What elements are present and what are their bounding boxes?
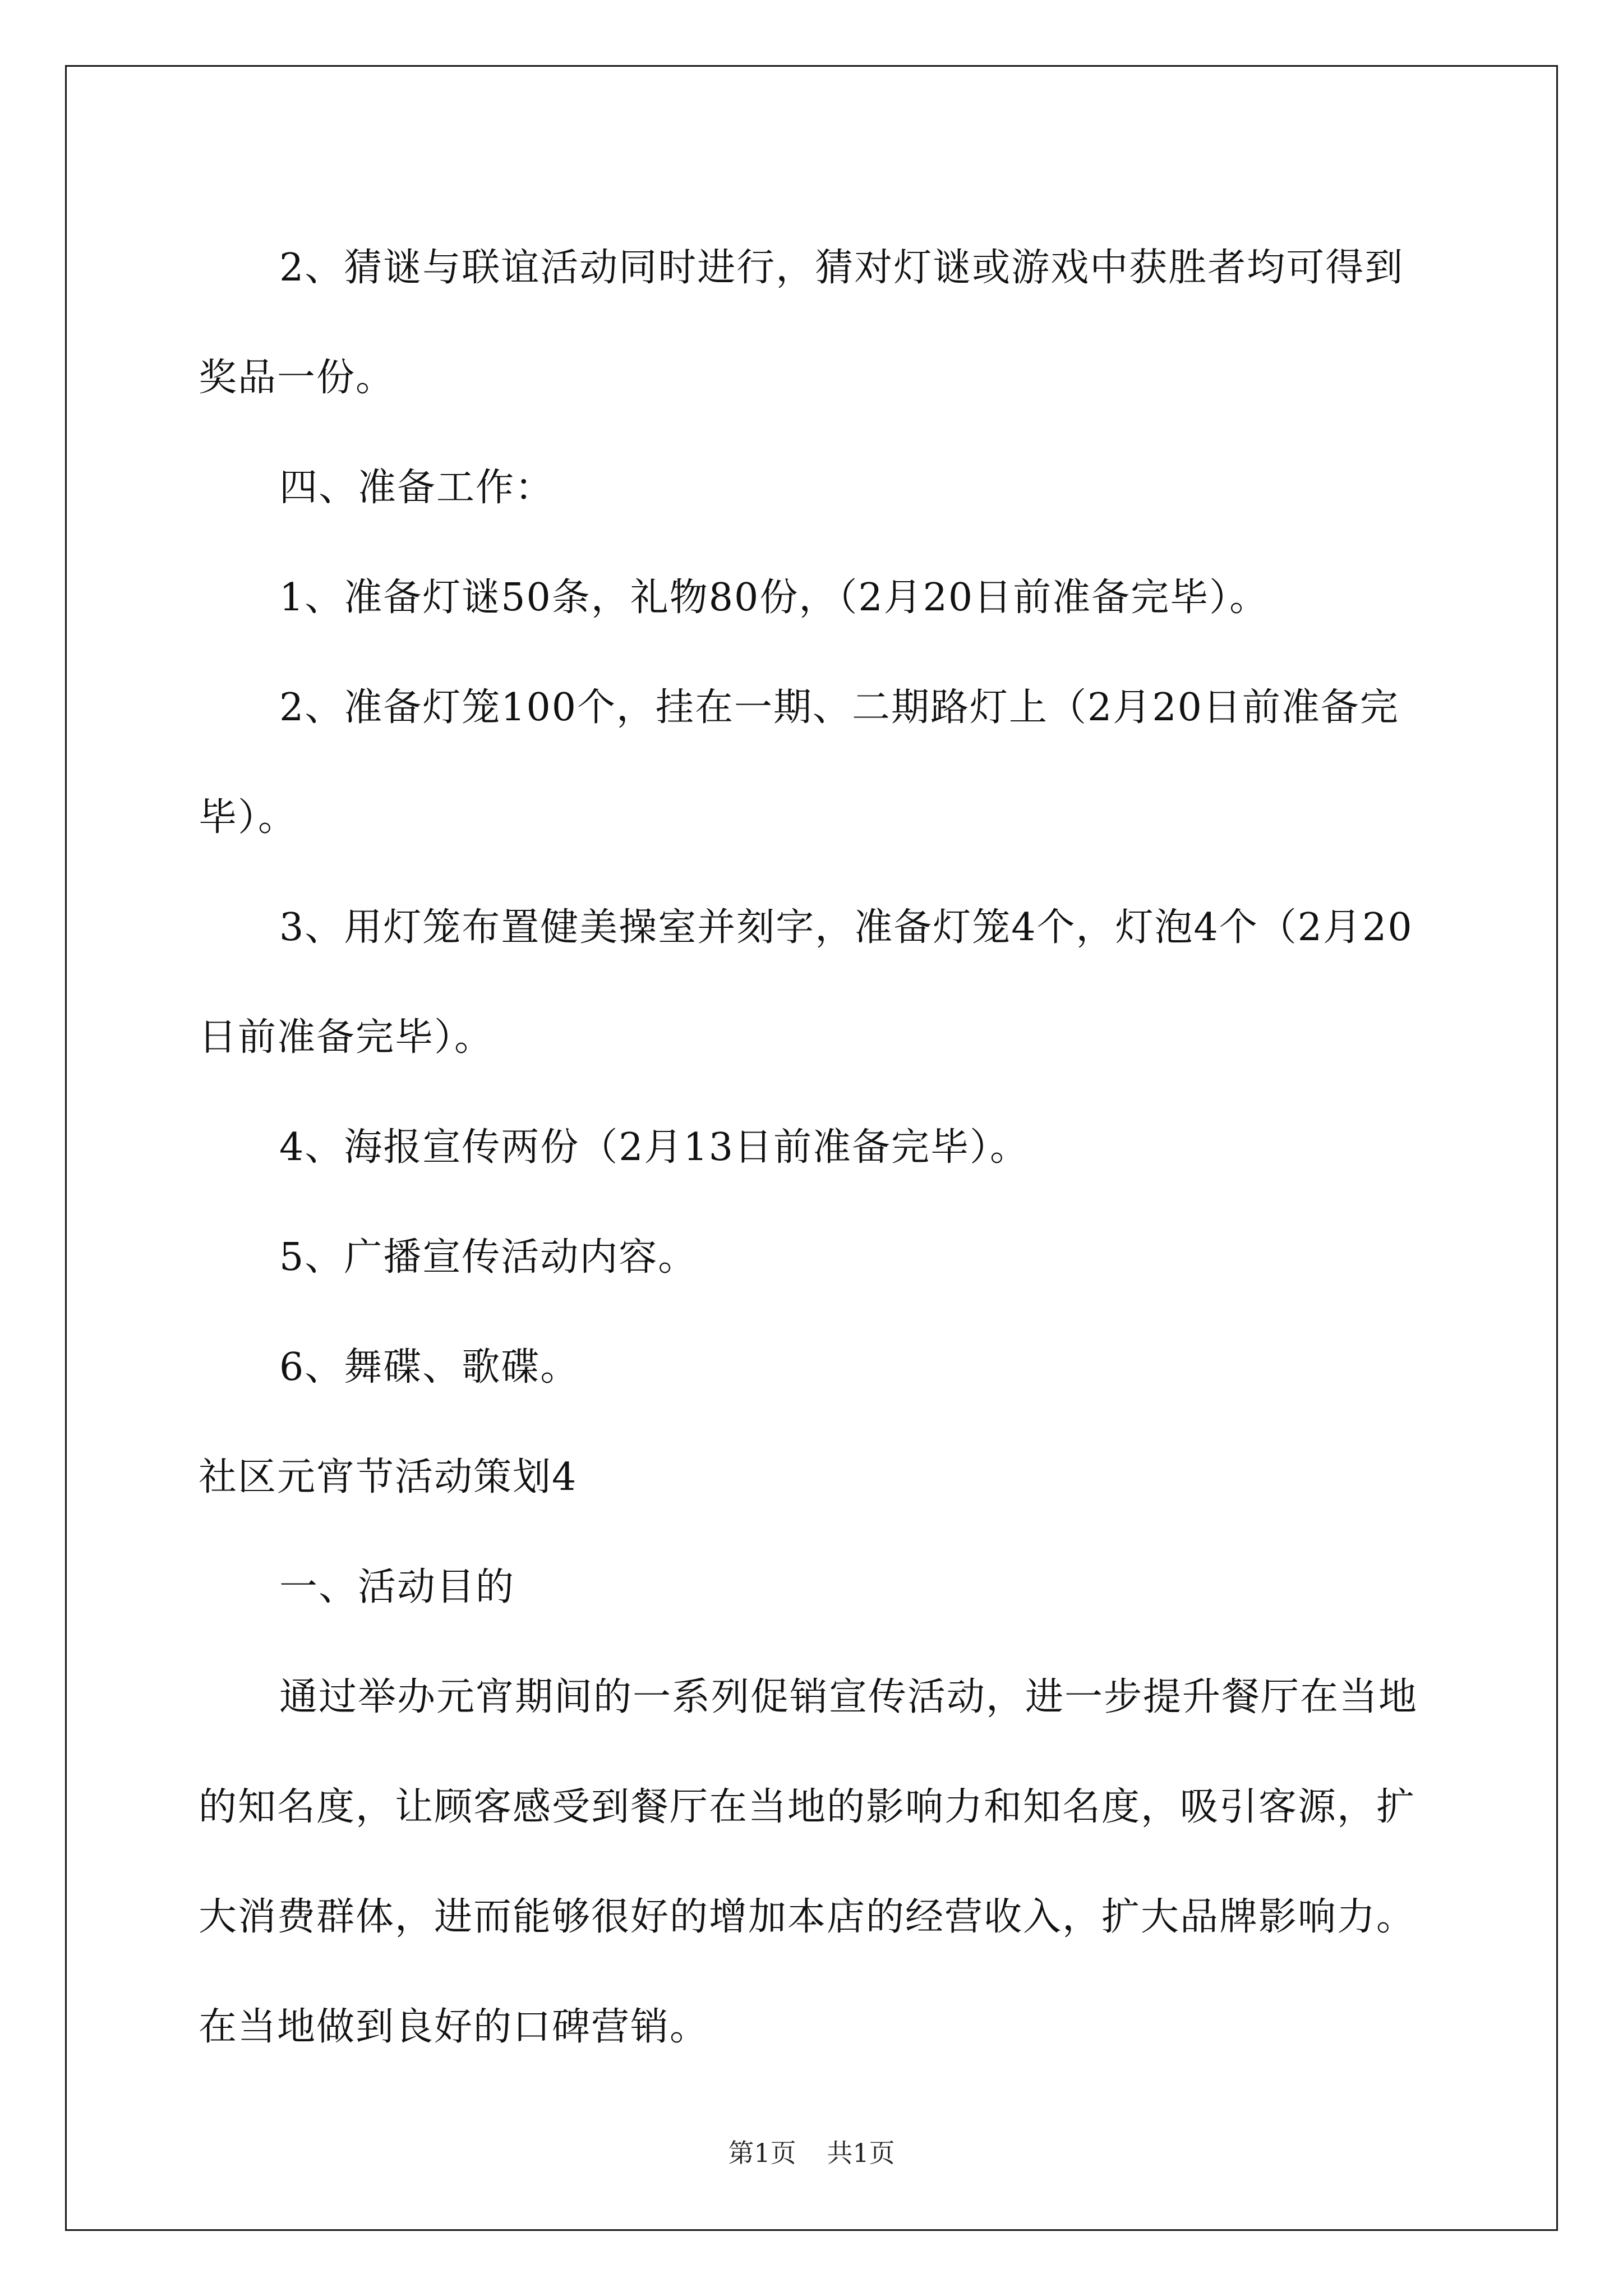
paragraph-prep-item-3: 3、用灯笼布置健美操室并刻字，准备灯笼4个，灯泡4个（2月20日前准备完毕）。 bbox=[199, 905, 1413, 1060]
section-heading-preparation: 四、准备工作： bbox=[279, 466, 555, 510]
page-number-total: 共1页 bbox=[827, 2138, 895, 2168]
paragraph-prep-item-5: 5、广播宣传活动内容。 bbox=[279, 1235, 698, 1280]
paragraph-riddle-prize: 2、猜谜与联谊活动同时进行，猜对灯谜或游戏中获胜者均可得到奖品一份。 bbox=[199, 246, 1404, 400]
section-heading-purpose: 一、活动目的 bbox=[279, 1565, 515, 1609]
paragraph-prep-item-6: 6、舞碟、歌碟。 bbox=[279, 1345, 580, 1389]
paragraph-prep-item-1: 1、准备灯谜50条，礼物80份，（2月20日前准备完毕）。 bbox=[279, 576, 1269, 620]
document-section-title: 社区元宵节活动策划4 bbox=[199, 1455, 578, 1499]
paragraph-purpose-body: 通过举办元宵期间的一系列促销宣传活动，进一步提升餐厅在当地的知名度，让顾客感受到餐厅在当地的影响力和知名度，吸引客源，扩大消费群体，进而能够很好的增加本店的经营收入，扩大品牌影响力。在当地做到良好的口碑营销。 bbox=[199, 1675, 1418, 2049]
page-footer bbox=[0, 2136, 1623, 2170]
paragraph-prep-item-2: 2、准备灯笼100个，挂在一期、二期路灯上（2月20日前准备完毕）。 bbox=[199, 685, 1399, 840]
document-body bbox=[199, 213, 1421, 2082]
paragraph-prep-item-4: 4、海报宣传两份（2月13日前准备完毕）。 bbox=[279, 1125, 1030, 1170]
page-number-current: 第1页 bbox=[728, 2138, 796, 2168]
